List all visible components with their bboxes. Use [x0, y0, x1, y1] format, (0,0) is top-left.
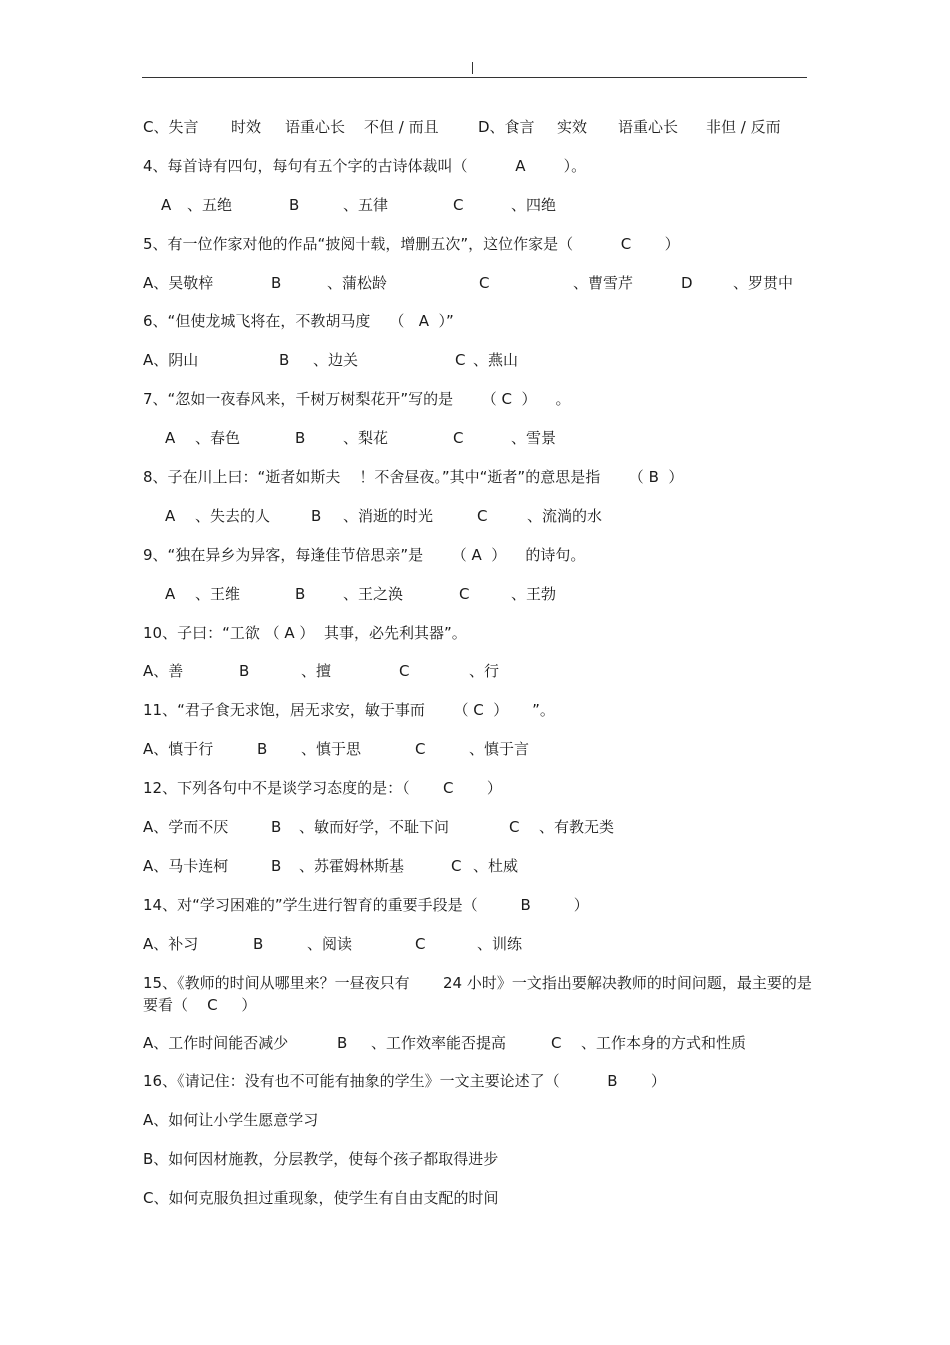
answer-options-row — [143, 345, 823, 384]
option-text: B — [295, 429, 306, 448]
question-text: 7、“忽如一夜春风来，千树万树梨花开”写的是 （ C ） 。 — [143, 390, 571, 409]
option-text: 、消逝的时光 — [343, 506, 434, 525]
option-text: B — [279, 351, 290, 370]
option-text: D — [681, 273, 693, 292]
question-text: 16、《请记住：没有也不可能有抽象的学生》一文主要论述了（ B ） — [143, 1072, 666, 1091]
option-text: 、失去的人 — [195, 506, 271, 525]
option-text: B — [271, 818, 282, 837]
option-text: 时效 — [231, 118, 262, 136]
question-line — [143, 306, 823, 345]
option-text: A、补习 — [143, 934, 199, 953]
option-text: B — [289, 195, 300, 214]
document-body — [143, 112, 823, 1222]
question-text: 12、下列各句中不是谈学习态度的是：（ C ） — [143, 779, 502, 798]
question-text: 14、对“学习困难的”学生进行智育的重要手段是（ B ） — [143, 895, 589, 914]
question-line — [143, 462, 823, 501]
question-text: 5、有一位作家对他的作品“披阅十载，增删五次”，这位作家是（ C ） — [143, 234, 680, 253]
option-text: 、梨花 — [343, 429, 389, 448]
option-text: B — [295, 584, 306, 603]
header-rule — [142, 77, 807, 78]
option-text: B — [311, 506, 322, 525]
option-text: 、四绝 — [511, 195, 557, 214]
option-text: 、慎于言 — [469, 740, 530, 759]
option-text: C — [415, 934, 426, 953]
question-line — [143, 1066, 823, 1105]
question-line — [143, 695, 823, 734]
option-text: A、学而不厌 — [143, 818, 229, 837]
answer-options-row — [143, 579, 823, 618]
option-text: C — [551, 1033, 562, 1052]
answer-options-row — [143, 851, 823, 890]
option-text: 、苏霍姆林斯基 — [299, 856, 405, 875]
answer-options-row — [143, 112, 823, 151]
question-line — [143, 890, 823, 929]
option-text: A — [161, 195, 172, 214]
option-text: B — [257, 740, 268, 759]
option-text: C — [399, 662, 410, 681]
option-text: 、敏而好学，不耻下问 — [299, 818, 450, 837]
question-line — [143, 618, 823, 657]
option-text: C — [509, 818, 520, 837]
question-line — [143, 968, 823, 1028]
option-text: 、王维 — [195, 584, 241, 603]
answer-options-row — [143, 734, 823, 773]
option-text: 、王之涣 — [343, 584, 404, 603]
option-text: C — [459, 584, 470, 603]
option-text: A、吴敬梓 — [143, 273, 214, 292]
option-text: A、慎于行 — [143, 740, 214, 759]
question-line — [143, 1183, 823, 1222]
question-line — [143, 540, 823, 579]
question-text: 15、《教师的时间从哪里来？一昼夜只有 24 小时》一文指出要解决教师的时间问题，最主要的是要看（ C ） — [143, 973, 812, 1014]
question-line — [143, 151, 823, 190]
option-text: 不但 / 而且 — [364, 118, 439, 136]
question-line — [143, 773, 823, 812]
option-text: A、善 — [143, 662, 184, 681]
question-line — [143, 229, 823, 268]
option-text: C — [415, 740, 426, 759]
answer-options-row — [143, 656, 823, 695]
option-text: 、春色 — [195, 429, 241, 448]
option-text: C — [453, 429, 464, 448]
question-text: 10、子曰：“工欲 （ A ） 其事，必先利其器”。 — [143, 623, 467, 642]
option-text: 、王勃 — [511, 584, 557, 603]
option-text: A、马卡连柯 — [143, 856, 229, 875]
option-text: C — [453, 195, 464, 214]
option-text: A — [165, 429, 176, 448]
option-text: 、行 — [469, 662, 500, 681]
option-text: 、杜威 — [473, 856, 519, 875]
option-text: B — [239, 662, 250, 681]
option-text: 、擅 — [301, 662, 332, 681]
option-text: 、流淌的水 — [527, 506, 603, 525]
answer-options-row — [143, 1028, 823, 1067]
question-line — [143, 384, 823, 423]
option-text: 非但 / 反而 — [706, 118, 781, 136]
option-text: 、五律 — [343, 195, 389, 214]
question-text: 9、“独在异乡为异客，每逢佳节倍思亲”是 （ A ） 的诗句。 — [143, 545, 586, 564]
question-text: 8、子在川上曰：“逝者如斯夫 ！不舍昼夜。”其中“逝者”的意思是指 （ B ） — [143, 468, 684, 487]
option-text: B — [271, 273, 282, 292]
option-text: 、雪景 — [511, 429, 557, 448]
question-line — [143, 1144, 823, 1183]
option-text: A、工作时间能否减少 — [143, 1033, 289, 1052]
option-text: B — [253, 934, 264, 953]
option-text: 、工作效率能否提高 — [371, 1033, 507, 1052]
option-text: C — [477, 506, 488, 525]
option-text: 、阅读 — [307, 934, 353, 953]
answer-options-row — [143, 501, 823, 540]
option-text: C — [451, 856, 462, 875]
question-text: 11、“君子食无求饱，居无求安，敏于事而 （ C ） ”。 — [143, 701, 555, 720]
question-text: A、如何让小学生愿意学习 — [143, 1111, 319, 1130]
option-text: C — [455, 351, 466, 370]
question-text: B、如何因材施教，分层教学，使每个孩子都取得进步 — [143, 1150, 499, 1169]
answer-options-row — [143, 190, 823, 229]
answer-options-row — [143, 812, 823, 851]
option-text: 、训练 — [477, 934, 523, 953]
answer-options-row — [143, 423, 823, 462]
option-text: 、慎于思 — [301, 740, 362, 759]
option-text: A、阴山 — [143, 351, 199, 370]
option-text: A — [165, 584, 176, 603]
option-text: B — [337, 1033, 348, 1052]
question-text: C、如何克服负担过重现象，使学生有自由支配的时间 — [143, 1189, 499, 1208]
option-text: 、蒲松龄 — [327, 273, 388, 292]
option-text: 语重心长 — [285, 118, 346, 136]
option-text: 实效 — [557, 118, 588, 136]
option-text: 、燕山 — [473, 351, 519, 370]
option-text: C — [479, 273, 490, 292]
option-text: 、罗贯中 — [733, 273, 794, 292]
option-text: A — [165, 506, 176, 525]
option-text: B — [271, 856, 282, 875]
option-text: D、食言 — [478, 118, 535, 136]
answer-options-row — [143, 929, 823, 968]
option-text: 语重心长 — [618, 118, 679, 136]
option-text: C、失言 — [143, 118, 199, 136]
option-text: 、工作本身的方式和性质 — [581, 1033, 747, 1052]
option-text: 、边关 — [313, 351, 359, 370]
option-text: 、有教无类 — [539, 818, 615, 837]
question-text: 4、每首诗有四句，每句有五个字的古诗体裁叫（ A ）。 — [143, 156, 587, 175]
question-text: 6、“但使龙城飞将在，不教胡马度 （ A ）” — [143, 312, 454, 331]
option-text: 、五绝 — [187, 195, 233, 214]
header-mark — [472, 62, 473, 74]
option-text: 、曹雪芹 — [573, 273, 634, 292]
answer-options-row — [143, 268, 823, 307]
question-line — [143, 1105, 823, 1144]
